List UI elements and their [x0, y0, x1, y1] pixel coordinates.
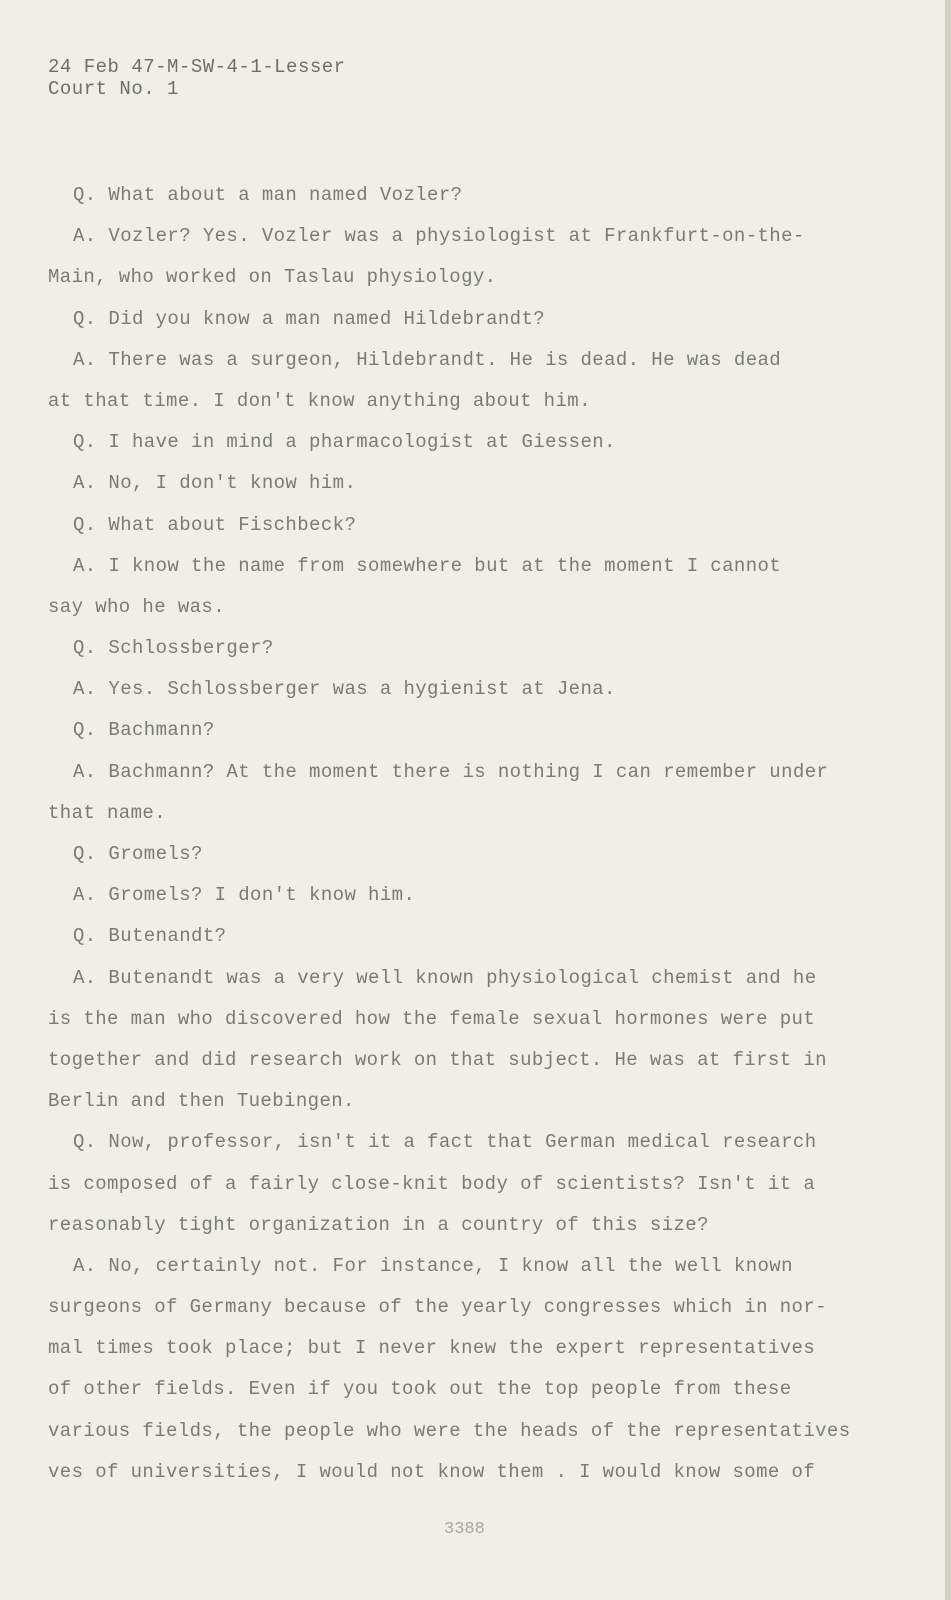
transcript-line: say who he was.: [48, 595, 226, 618]
transcript-line: is composed of a fairly close-knit body of scientists? Isn't it a: [48, 1172, 816, 1195]
transcript-line: A. I know the name from somewhere but at the moment I cannot: [73, 554, 782, 577]
transcript-line: A. Gromels? I don't know him.: [73, 884, 416, 907]
transcript-line: together and did research work on that subject. He was at first in: [48, 1048, 827, 1071]
transcript-line: various fields, the people who were the heads of the representatives: [48, 1419, 851, 1442]
transcript-line: A. Yes. Schlossberger was a hygienist at Jena.: [73, 678, 616, 701]
transcript-line: A. Bachmann? At the moment there is nothing I can remember under: [73, 760, 829, 783]
transcript-line: surgeons of Germany because of the yearly congresses which in nor-: [48, 1296, 827, 1319]
page-number: 3388: [444, 1520, 485, 1539]
transcript-line: that name.: [48, 801, 167, 824]
transcript-line: A. Vozler? Yes. Vozler was a physiologist at Frankfurt-on-the-: [73, 225, 805, 248]
transcript-line: mal times took place; but I never knew the expert representatives: [48, 1337, 816, 1360]
transcript-line: Q. What about a man named Vozler?: [73, 184, 463, 206]
header-court-line: Court No. 1: [48, 78, 179, 100]
transcript-line: Q. Gromels?: [73, 843, 203, 865]
transcript-line: A. No, I don't know him.: [73, 472, 357, 495]
transcript-line: A. Butenandt was a very well known physiological chemist and he: [73, 966, 817, 989]
transcript-line: of other fields. Even if you took out the top people from these: [48, 1378, 792, 1401]
transcript-line: Berlin and then Tuebingen.: [48, 1090, 355, 1113]
transcript-line: Main, who worked on Taslau physiology.: [48, 266, 497, 289]
header-date-line: 24 Feb 47-M-SW-4-1-Lesser: [48, 56, 346, 78]
transcript-line: Q. Now, professor, isn't it a fact that German medical research: [73, 1131, 817, 1154]
transcript-line: A. No, certainly not. For instance, I know all the well known: [73, 1254, 793, 1277]
transcript-line: ves of universities, I would not know them . I would know some of: [48, 1460, 816, 1483]
page-header: [48, 56, 346, 100]
transcript-line: Q. What about Fischbeck?: [73, 513, 357, 536]
transcript-line: Q. Butenandt?: [73, 925, 227, 948]
transcript-line: Q. I have in mind a pharmacologist at Giessen.: [73, 431, 616, 454]
transcript-line: Q. Did you know a man named Hildebrandt?: [73, 307, 546, 330]
transcript-line: Q. Bachmann?: [73, 719, 215, 742]
transcript-line: at that time. I don't know anything about him.: [48, 389, 591, 412]
transcript-body: [48, 175, 908, 1493]
transcript-line: Q. Schlossberger?: [73, 637, 274, 660]
transcript-line: is the man who discovered how the female sexual hormones were put: [48, 1007, 816, 1030]
transcript-line: A. There was a surgeon, Hildebrandt. He is dead. He was dead: [73, 348, 782, 371]
transcript-line: reasonably tight organization in a country of this size?: [48, 1213, 709, 1236]
